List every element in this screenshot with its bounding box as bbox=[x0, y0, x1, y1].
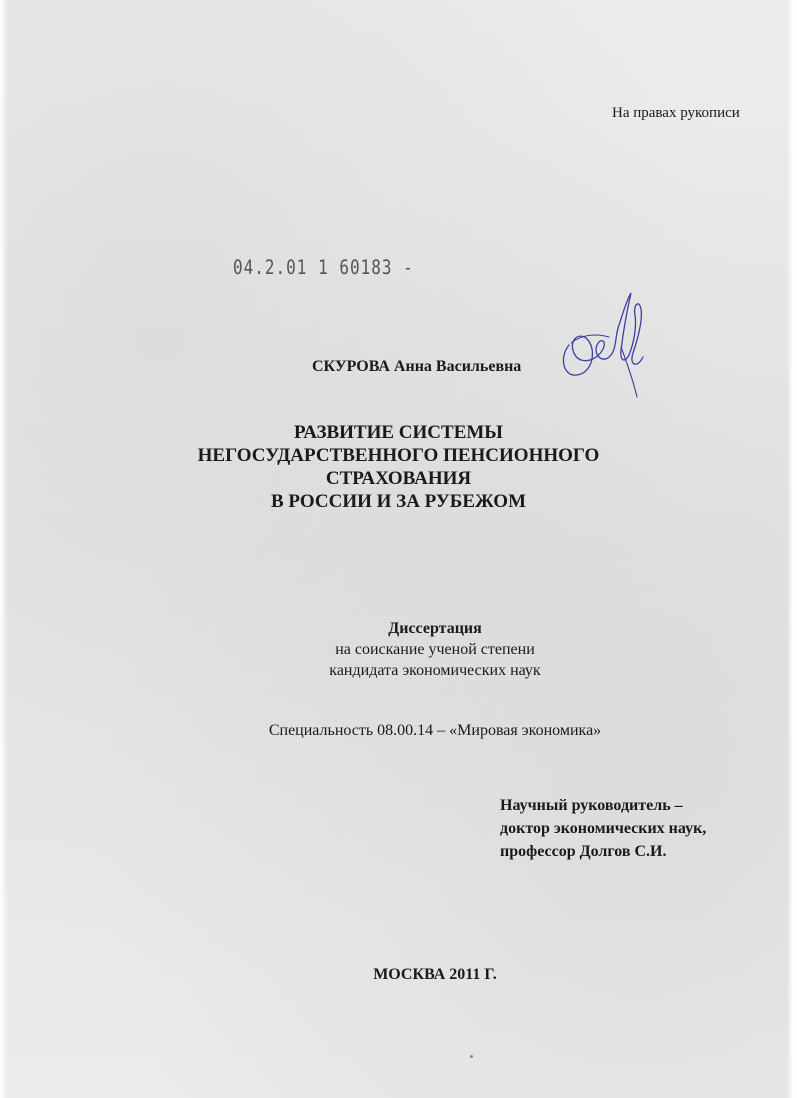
degree-block bbox=[0, 618, 797, 681]
title-line: РАЗВИТИЕ СИСТЕМЫ bbox=[294, 422, 503, 443]
degree-line: на соискание ученой степени bbox=[335, 641, 535, 658]
title-line: СТРАХОВАНИЯ bbox=[325, 468, 472, 489]
dissertation-title bbox=[0, 421, 797, 513]
signature-icon bbox=[557, 285, 652, 400]
degree-line: кандидата экономических наук bbox=[329, 662, 541, 679]
degree-heading: Диссертация bbox=[388, 620, 482, 637]
rights-note: На правах рукописи bbox=[612, 105, 740, 121]
supervisor-line: доктор экономических наук, bbox=[500, 820, 707, 837]
title-line: НЕГОСУДАРСТВЕННОГО ПЕНСИОННОГО bbox=[197, 445, 600, 466]
title-line: В РОССИИ И ЗА РУБЕЖОМ bbox=[270, 491, 527, 512]
scan-edge-left bbox=[0, 0, 8, 1098]
specialty-line: Специальность 08.00.14 – «Мировая экономика» bbox=[268, 722, 602, 739]
city-year: МОСКВА 2011 Г. bbox=[373, 966, 497, 983]
scan-edge-right bbox=[787, 0, 797, 1098]
registration-stamp: 04.2.01 1 60183 - bbox=[233, 256, 414, 279]
supervisor-line: Научный руководитель – bbox=[500, 797, 683, 814]
author-name: СКУРОВА Анна Васильевна bbox=[312, 358, 522, 375]
supervisor-line: профессор Долгов С.И. bbox=[500, 843, 667, 860]
scan-speck bbox=[470, 1055, 473, 1058]
supervisor-block bbox=[500, 794, 706, 863]
